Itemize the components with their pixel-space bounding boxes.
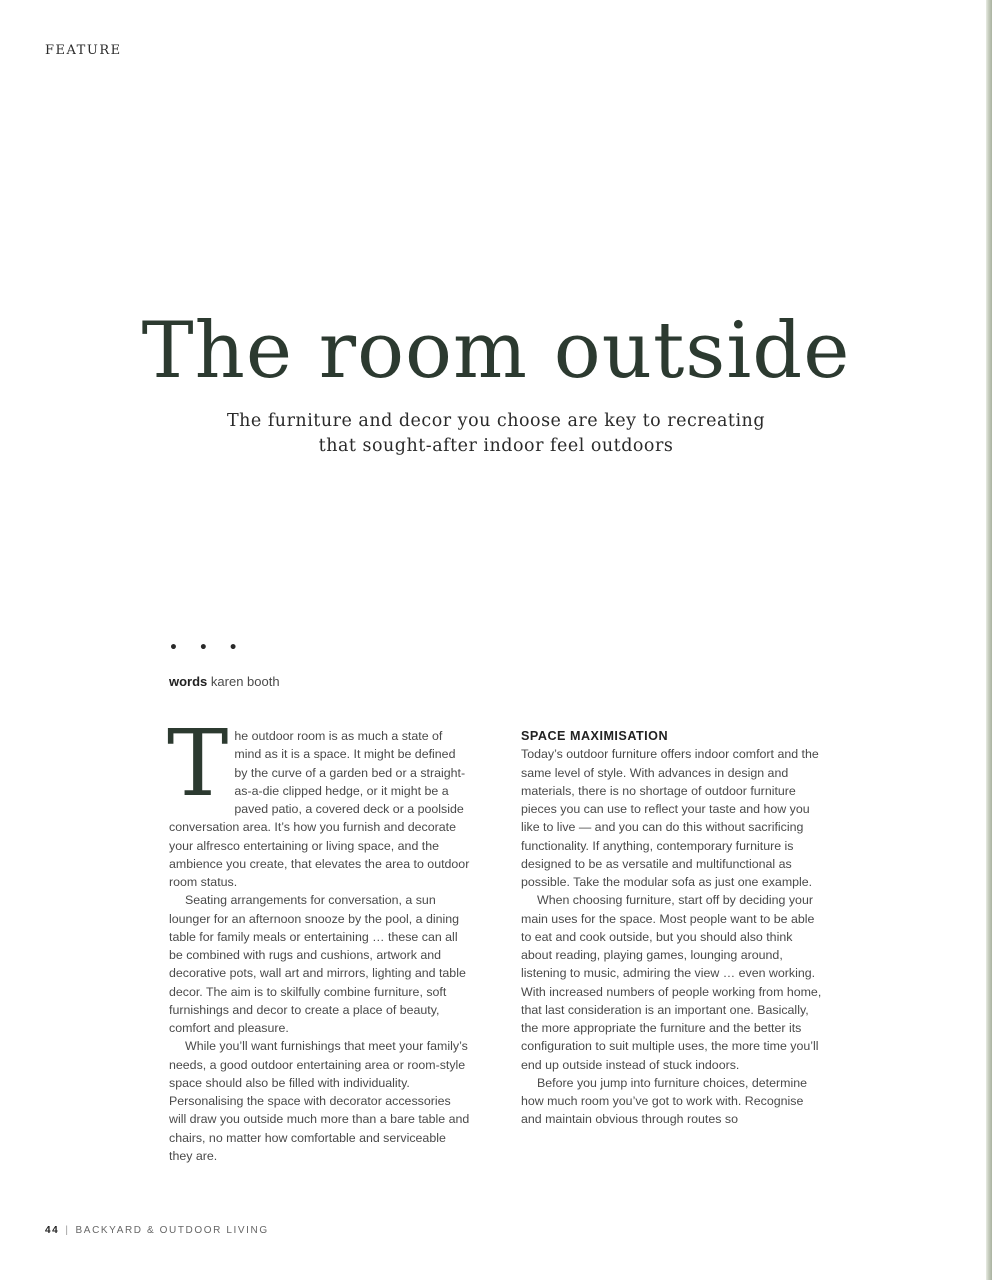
footer-separator: | bbox=[65, 1225, 70, 1236]
paragraph-intro-text: he outdoor room is as much a state of mind as it is a space. It might be defined by the curve of a garden bed or a straight-as-a-die clipped hedge, or it might be a paved patio, a covered deck or a poolside conversation area. It’s how you furnish and decorate your alfresco entertaining or living space, and the ambience you create, that elevates the area to outdoor room status. bbox=[169, 729, 470, 889]
paragraph: While you’ll want furnishings that meet your family’s needs, a good outdoor entertaining area or room-style space should also be filled with individuality. Personalising the space with decorator accessories will draw you outside much more than a bare table and chairs, no matter how comfortable and serviceable they are. bbox=[169, 1039, 470, 1163]
standfirst bbox=[190, 409, 802, 459]
paragraph: Today’s outdoor furniture offers indoor comfort and the same level of style. With advances in design and materials, there is no shortage of outdoor furniture pieces you can use to reflect your taste and how you like to live — and you can do this without sacrificing functionality. If anything, contemporary furniture is designed to be as versatile and multifunctional as possible. Take the modular sofa as just one example. bbox=[521, 747, 819, 889]
section-divider-dots: • • • bbox=[169, 640, 246, 656]
page-footer bbox=[45, 1225, 269, 1236]
article-column-right bbox=[521, 727, 823, 1129]
byline-label: words bbox=[169, 674, 208, 689]
paragraph-intro bbox=[167, 710, 471, 891]
publication-name: BACKYARD & OUTDOOR LIVING bbox=[75, 1225, 269, 1236]
paragraph: When choosing furniture, start off by deciding your main uses for the space. Most people want to be able to eat and cook outside, but you should also think about reading, playing games, lounging around, listening to music, admiring the view … even working. With increased numbers of people working from home, that last consideration is an important one. Basically, the more appropriate the furniture and the better its configuration to suit multiple uses, the more time you’ll end up outside instead of stuck indoors. bbox=[521, 893, 822, 1072]
page-number: 44 bbox=[45, 1225, 60, 1236]
standfirst-line-1: The furniture and decor you choose are key to recreating bbox=[226, 411, 766, 431]
drop-cap: T bbox=[167, 710, 229, 817]
adjacent-page-edge bbox=[986, 0, 992, 1280]
headline: The room outside bbox=[141, 306, 851, 396]
byline-author: karen booth bbox=[210, 674, 280, 689]
paragraph: Seating arrangements for conversation, a sun lounger for an afternoon snooze by the pool, a dining table for family meals or entertaining … these can all be combined with rugs and cushions, artwork and decorative pots, wall art and mirrors, lighting and table decor. The aim is to skilfully combine furniture, soft furnishings and decor to create a place of beauty, comfort and pleasure. bbox=[169, 893, 466, 1035]
article-column-left bbox=[167, 710, 471, 1165]
paragraph: Before you jump into furniture choices, determine how much room you’ve got to work with. Recognise and maintain obvious through routes so bbox=[521, 1075, 807, 1127]
section-label: FEATURE bbox=[45, 43, 122, 58]
standfirst-line-2: that sought-after indoor feel outdoors bbox=[318, 436, 674, 456]
subheading: SPACE MAXIMISATION bbox=[521, 729, 669, 743]
byline bbox=[169, 674, 280, 689]
